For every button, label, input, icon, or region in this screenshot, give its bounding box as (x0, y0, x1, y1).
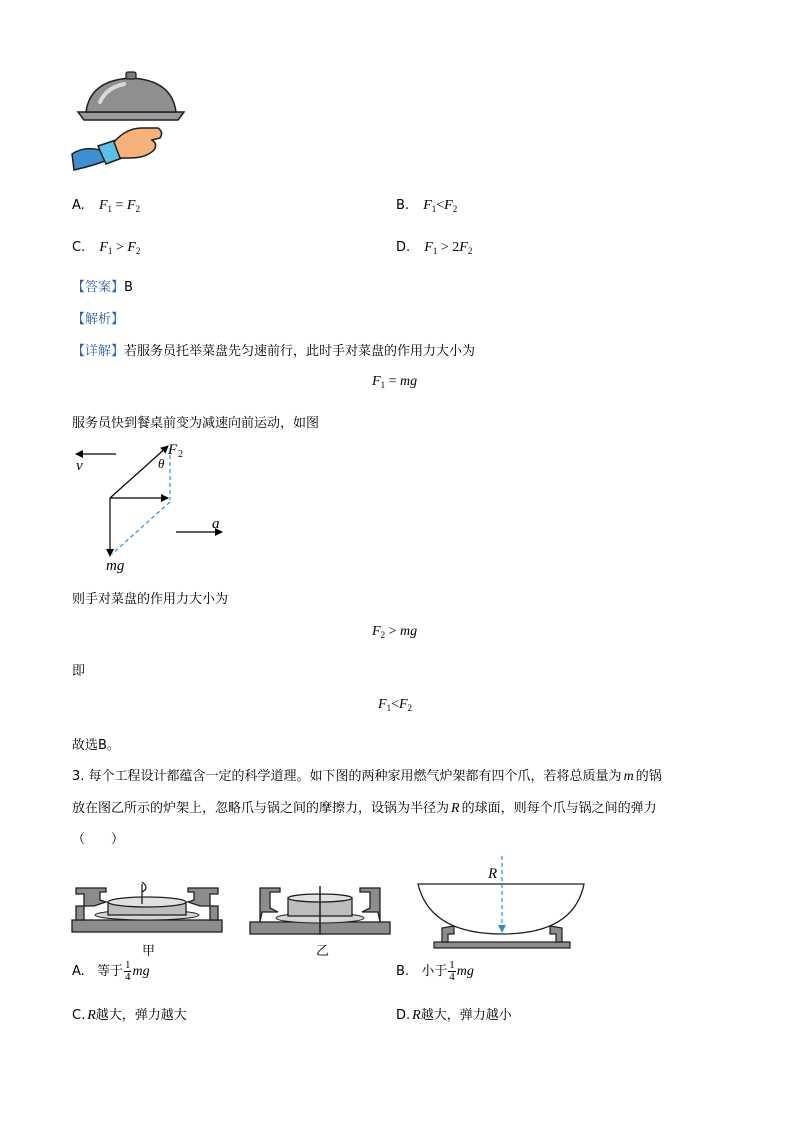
math-subscript: 2 (467, 246, 473, 256)
math-symbol: m (623, 769, 634, 784)
equation-3 (378, 697, 412, 713)
label-R: R (488, 866, 498, 882)
option-letter: A. (72, 964, 85, 979)
question-number: 3. (72, 769, 85, 784)
math-symbol: R (451, 801, 460, 816)
q3-option-c[interactable] (72, 1004, 187, 1024)
math-operator: = (115, 198, 124, 213)
math-symbol: R (412, 1008, 421, 1023)
q3-stem-line-2 (72, 797, 657, 817)
wok-figure (416, 852, 586, 952)
stem-text: 每个工程设计都蕴含一定的科学道理。如下图的两种家用燃气炉架都有四个爪，若将总质量为 (88, 769, 622, 784)
math-subscript: 1 (380, 380, 386, 390)
fraction-denominator: 4 (124, 971, 131, 983)
label-f2-sub: 2 (178, 449, 183, 460)
option-letter: C. (72, 240, 86, 255)
stem-text: 的锅 (635, 769, 662, 784)
q2-option-d[interactable] (396, 240, 472, 256)
label-v: v (76, 458, 83, 474)
math-subscript: 1 (107, 204, 112, 214)
stem-text: 放在图乙所示的炉架上，忽略爪与锅之间的摩擦力，设锅为半径为 (72, 801, 450, 816)
math-symbol: F (98, 198, 108, 213)
option-letter: D. (396, 240, 411, 255)
math-symbol: R (87, 1008, 96, 1023)
q2-option-a[interactable] (72, 198, 140, 214)
fraction-denominator: 4 (449, 971, 455, 983)
math-symbol: mg (456, 964, 474, 979)
math-operator: < (436, 198, 445, 213)
answer-parentheses: （ ） (72, 832, 125, 847)
detail-tag: 【详解】 (72, 344, 125, 359)
text-therefore: 即 (72, 664, 86, 679)
q2-option-b[interactable] (396, 198, 457, 214)
math-symbol: F (398, 697, 408, 712)
q3-option-b[interactable] (396, 960, 474, 983)
label-a: a (212, 516, 220, 532)
q3-option-a[interactable] (72, 960, 150, 983)
option-letter: B. (396, 964, 410, 979)
math-subscript: 2 (407, 703, 413, 713)
waiter-tray-figure (72, 66, 190, 176)
math-subscript: 2 (452, 204, 458, 214)
math-symbol: mg (399, 374, 418, 389)
analysis-tag: 【解析】 (72, 312, 125, 327)
q3-stem-line-1 (72, 765, 662, 785)
math-symbol: F (126, 198, 136, 213)
math-subscript: 2 (380, 630, 386, 640)
q3-option-d[interactable] (396, 1004, 512, 1024)
math-symbol: F (423, 198, 432, 213)
option-text: 等于 (96, 964, 123, 979)
option-text: 越大，弹力越小 (420, 1008, 512, 1023)
math-subscript: 2 (135, 246, 141, 256)
answer-tag: 【答案】 (72, 280, 125, 295)
stove-figure-yi (250, 884, 392, 936)
text-force-magnitude: 则手对菜盘的作用力大小为 (72, 592, 229, 607)
math-symbol: mg (399, 624, 418, 639)
math-symbol: F (444, 198, 453, 213)
math-symbol: F (459, 240, 468, 255)
math-symbol: F (372, 374, 381, 389)
fraction (124, 960, 132, 983)
detail-text: 若服务员托举菜盘先匀速前行，此时手对菜盘的作用力大小为 (124, 344, 476, 359)
math-coefficient: 2 (452, 240, 460, 255)
force-diagram (70, 440, 240, 575)
answer-value: B (124, 280, 133, 295)
math-subscript: 1 (431, 204, 437, 214)
math-operator: > (115, 240, 124, 255)
option-letter: B. (396, 198, 410, 213)
label-f2: F (168, 442, 178, 458)
math-symbol: F (127, 240, 136, 255)
option-letter: A. (72, 198, 85, 213)
math-operator: > (388, 624, 397, 639)
math-subscript: 2 (135, 204, 140, 214)
stem-text: 的球面，则每个爪与锅之间的弹力 (461, 801, 657, 816)
math-symbol: F (378, 697, 387, 712)
figure-label-yi: 乙 (316, 944, 330, 959)
label-theta: θ (158, 456, 165, 471)
math-operator: = (388, 374, 397, 389)
math-symbol: F (99, 240, 108, 255)
answer-line (72, 276, 133, 295)
equation-2 (372, 624, 417, 640)
equation-1 (372, 374, 417, 390)
option-letter: C. (72, 1008, 86, 1023)
fraction-numerator: 1 (124, 959, 131, 971)
math-symbol: mg (132, 964, 150, 979)
math-subscript: 1 (107, 246, 113, 256)
detail-line (72, 340, 475, 359)
math-symbol: F (424, 240, 433, 255)
math-symbol: F (372, 624, 381, 639)
figure-label-jia: 甲 (142, 944, 156, 959)
conclusion-text: 故选B。 (72, 738, 120, 753)
fraction (448, 960, 456, 983)
text-deceleration: 服务员快到餐桌前变为减速向前运动，如图 (72, 416, 320, 431)
math-subscript: 1 (386, 703, 392, 713)
fraction-numerator: 1 (449, 959, 455, 971)
q2-option-c[interactable] (72, 240, 140, 256)
math-subscript: 1 (432, 246, 438, 256)
option-text: 小于 (421, 964, 448, 979)
stove-figure-jia (72, 870, 224, 936)
math-operator: < (391, 697, 399, 712)
option-text: 越大，弹力越大 (95, 1008, 187, 1023)
option-letter: D. (396, 1008, 411, 1023)
math-operator: > (440, 240, 449, 255)
label-mg: mg (106, 558, 125, 574)
